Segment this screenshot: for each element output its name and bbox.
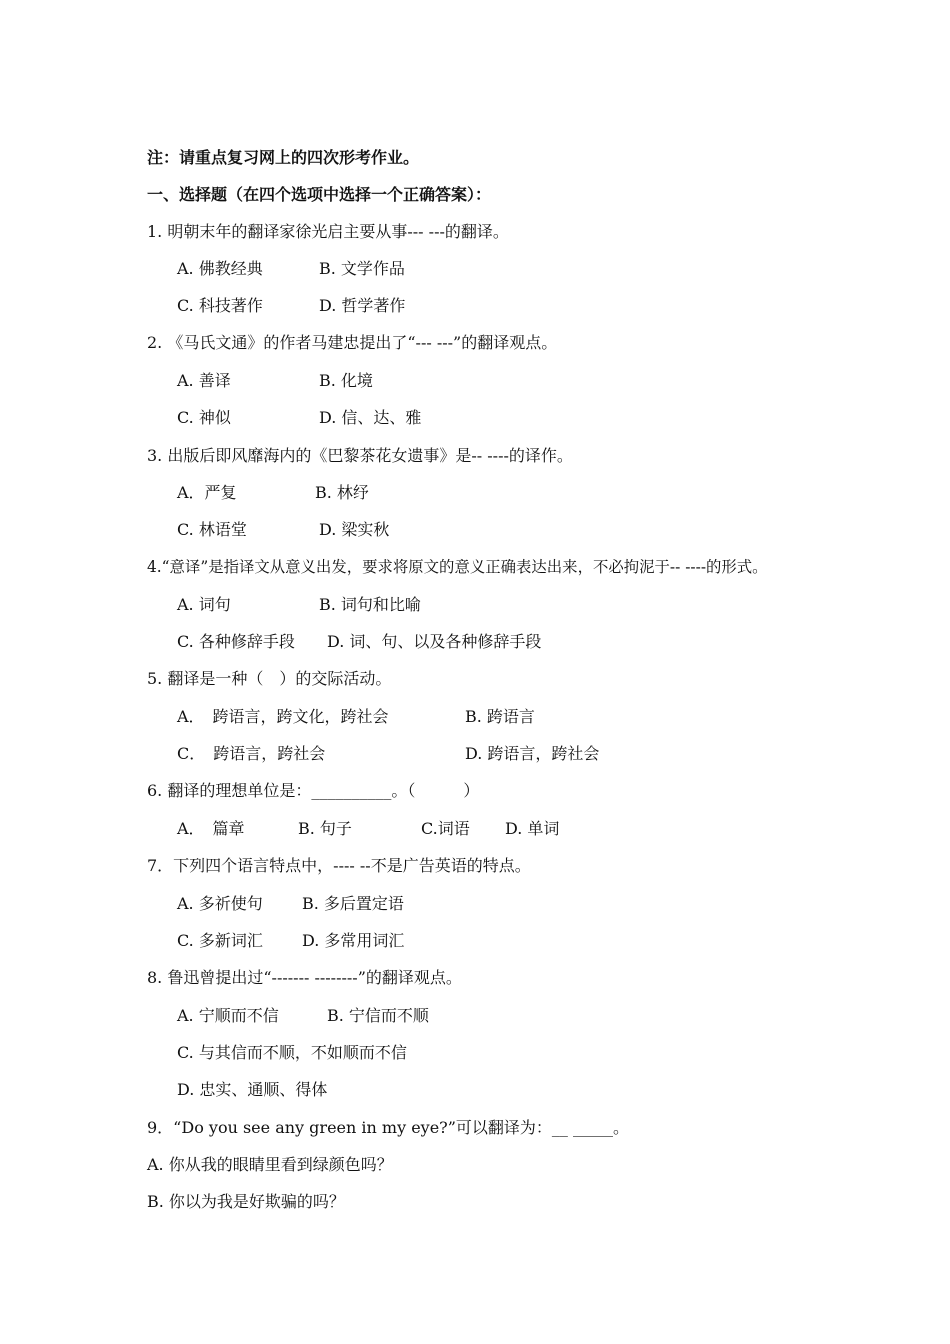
question-1-option-a: A. 佛教经典 [177, 259, 263, 278]
question-8-stem: 8. 鲁迅曾提出过“------- --------”的翻译观点。 [147, 968, 462, 987]
question-8-option-c: C. 与其信而不顺，不如顺而不信 [177, 1043, 407, 1062]
question-2-option-d: D. 信、达、雅 [319, 408, 422, 427]
question-9-option-b: B. 你以为我是好欺骗的吗？ [147, 1192, 345, 1211]
question-6-stem: 6. 翻译的理想单位是：__________。（ ） [147, 781, 480, 800]
question-7-option-b: B. 多后置定语 [302, 894, 404, 913]
question-4-option-a: A. 词句 [177, 595, 231, 614]
question-5-option-c: C． 跨语言，跨社会 [177, 744, 326, 763]
question-3-stem: 3. 出版后即风靡海内的《巴黎茶花女遗事》是-- ----的译作。 [147, 446, 573, 465]
question-1-stem: 1. 明朝末年的翻译家徐光启主要从事--- ---的翻译。 [147, 222, 509, 241]
question-8-option-d: D. 忠实、通顺、得体 [177, 1080, 328, 1099]
question-9-stem: 9．“Do you see any green in my eye?”可以翻译为：__ _____。 [147, 1118, 630, 1137]
question-6-option-a: A． 篇章 [177, 819, 245, 838]
question-8-option-b: B. 宁信而不顺 [327, 1006, 429, 1025]
question-2-stem: 2. 《马氏文通》的作者马建忠提出了“--- ---”的翻译观点。 [147, 333, 558, 352]
section-heading: 一、选择题（在四个选项中选择一个正确答案）： [147, 185, 492, 204]
question-3-option-d: D. 梁实秋 [319, 520, 390, 539]
question-6-option-d: D. 单词 [505, 819, 560, 838]
question-5-option-b: B. 跨语言 [465, 707, 535, 726]
question-6-option-c: C.词语 [421, 819, 470, 838]
question-7-option-d: D. 多常用词汇 [302, 931, 405, 950]
question-3-option-b: B. 林纾 [315, 483, 369, 502]
question-8-option-a: A. 宁顺而不信 [177, 1006, 279, 1025]
question-4-option-d: D. 词、句、以及各种修辞手段 [327, 632, 542, 651]
question-5-option-d: D. 跨语言，跨社会 [465, 744, 600, 763]
question-7-option-a: A. 多祈使句 [177, 894, 263, 913]
question-5-option-a: A． 跨语言，跨文化，跨社会 [177, 707, 389, 726]
question-1-option-d: D. 哲学著作 [319, 296, 406, 315]
question-7-stem: 7．下列四个语言特点中，---- --不是广告英语的特点。 [147, 856, 531, 875]
question-4-option-b: B. 词句和比喻 [319, 595, 421, 614]
question-7-option-c: C. 多新词汇 [177, 931, 263, 950]
question-5-stem: 5. 翻译是一种（ ）的交际活动。 [147, 669, 392, 688]
review-note: 注：请重点复习网上的四次形考作业。 [147, 148, 420, 167]
question-2-option-b: B. 化境 [319, 371, 373, 390]
question-2-option-c: C. 神似 [177, 408, 231, 427]
question-3-option-c: C. 林语堂 [177, 520, 247, 539]
question-2-option-a: A. 善译 [177, 371, 231, 390]
question-3-option-a: A．严复 [177, 483, 237, 502]
question-6-option-b: B. 句子 [298, 819, 352, 838]
question-4-stem: 4.“意译”是指译文从意义出发，要求将原文的意义正确表达出来，不必拘泥于-- ----的形式。 [147, 558, 768, 576]
question-1-option-c: C. 科技著作 [177, 296, 263, 315]
question-1-option-b: B. 文学作品 [319, 259, 405, 278]
question-4-option-c: C. 各种修辞手段 [177, 632, 295, 651]
question-9-option-a: A. 你从我的眼睛里看到绿颜色吗？ [147, 1155, 393, 1174]
